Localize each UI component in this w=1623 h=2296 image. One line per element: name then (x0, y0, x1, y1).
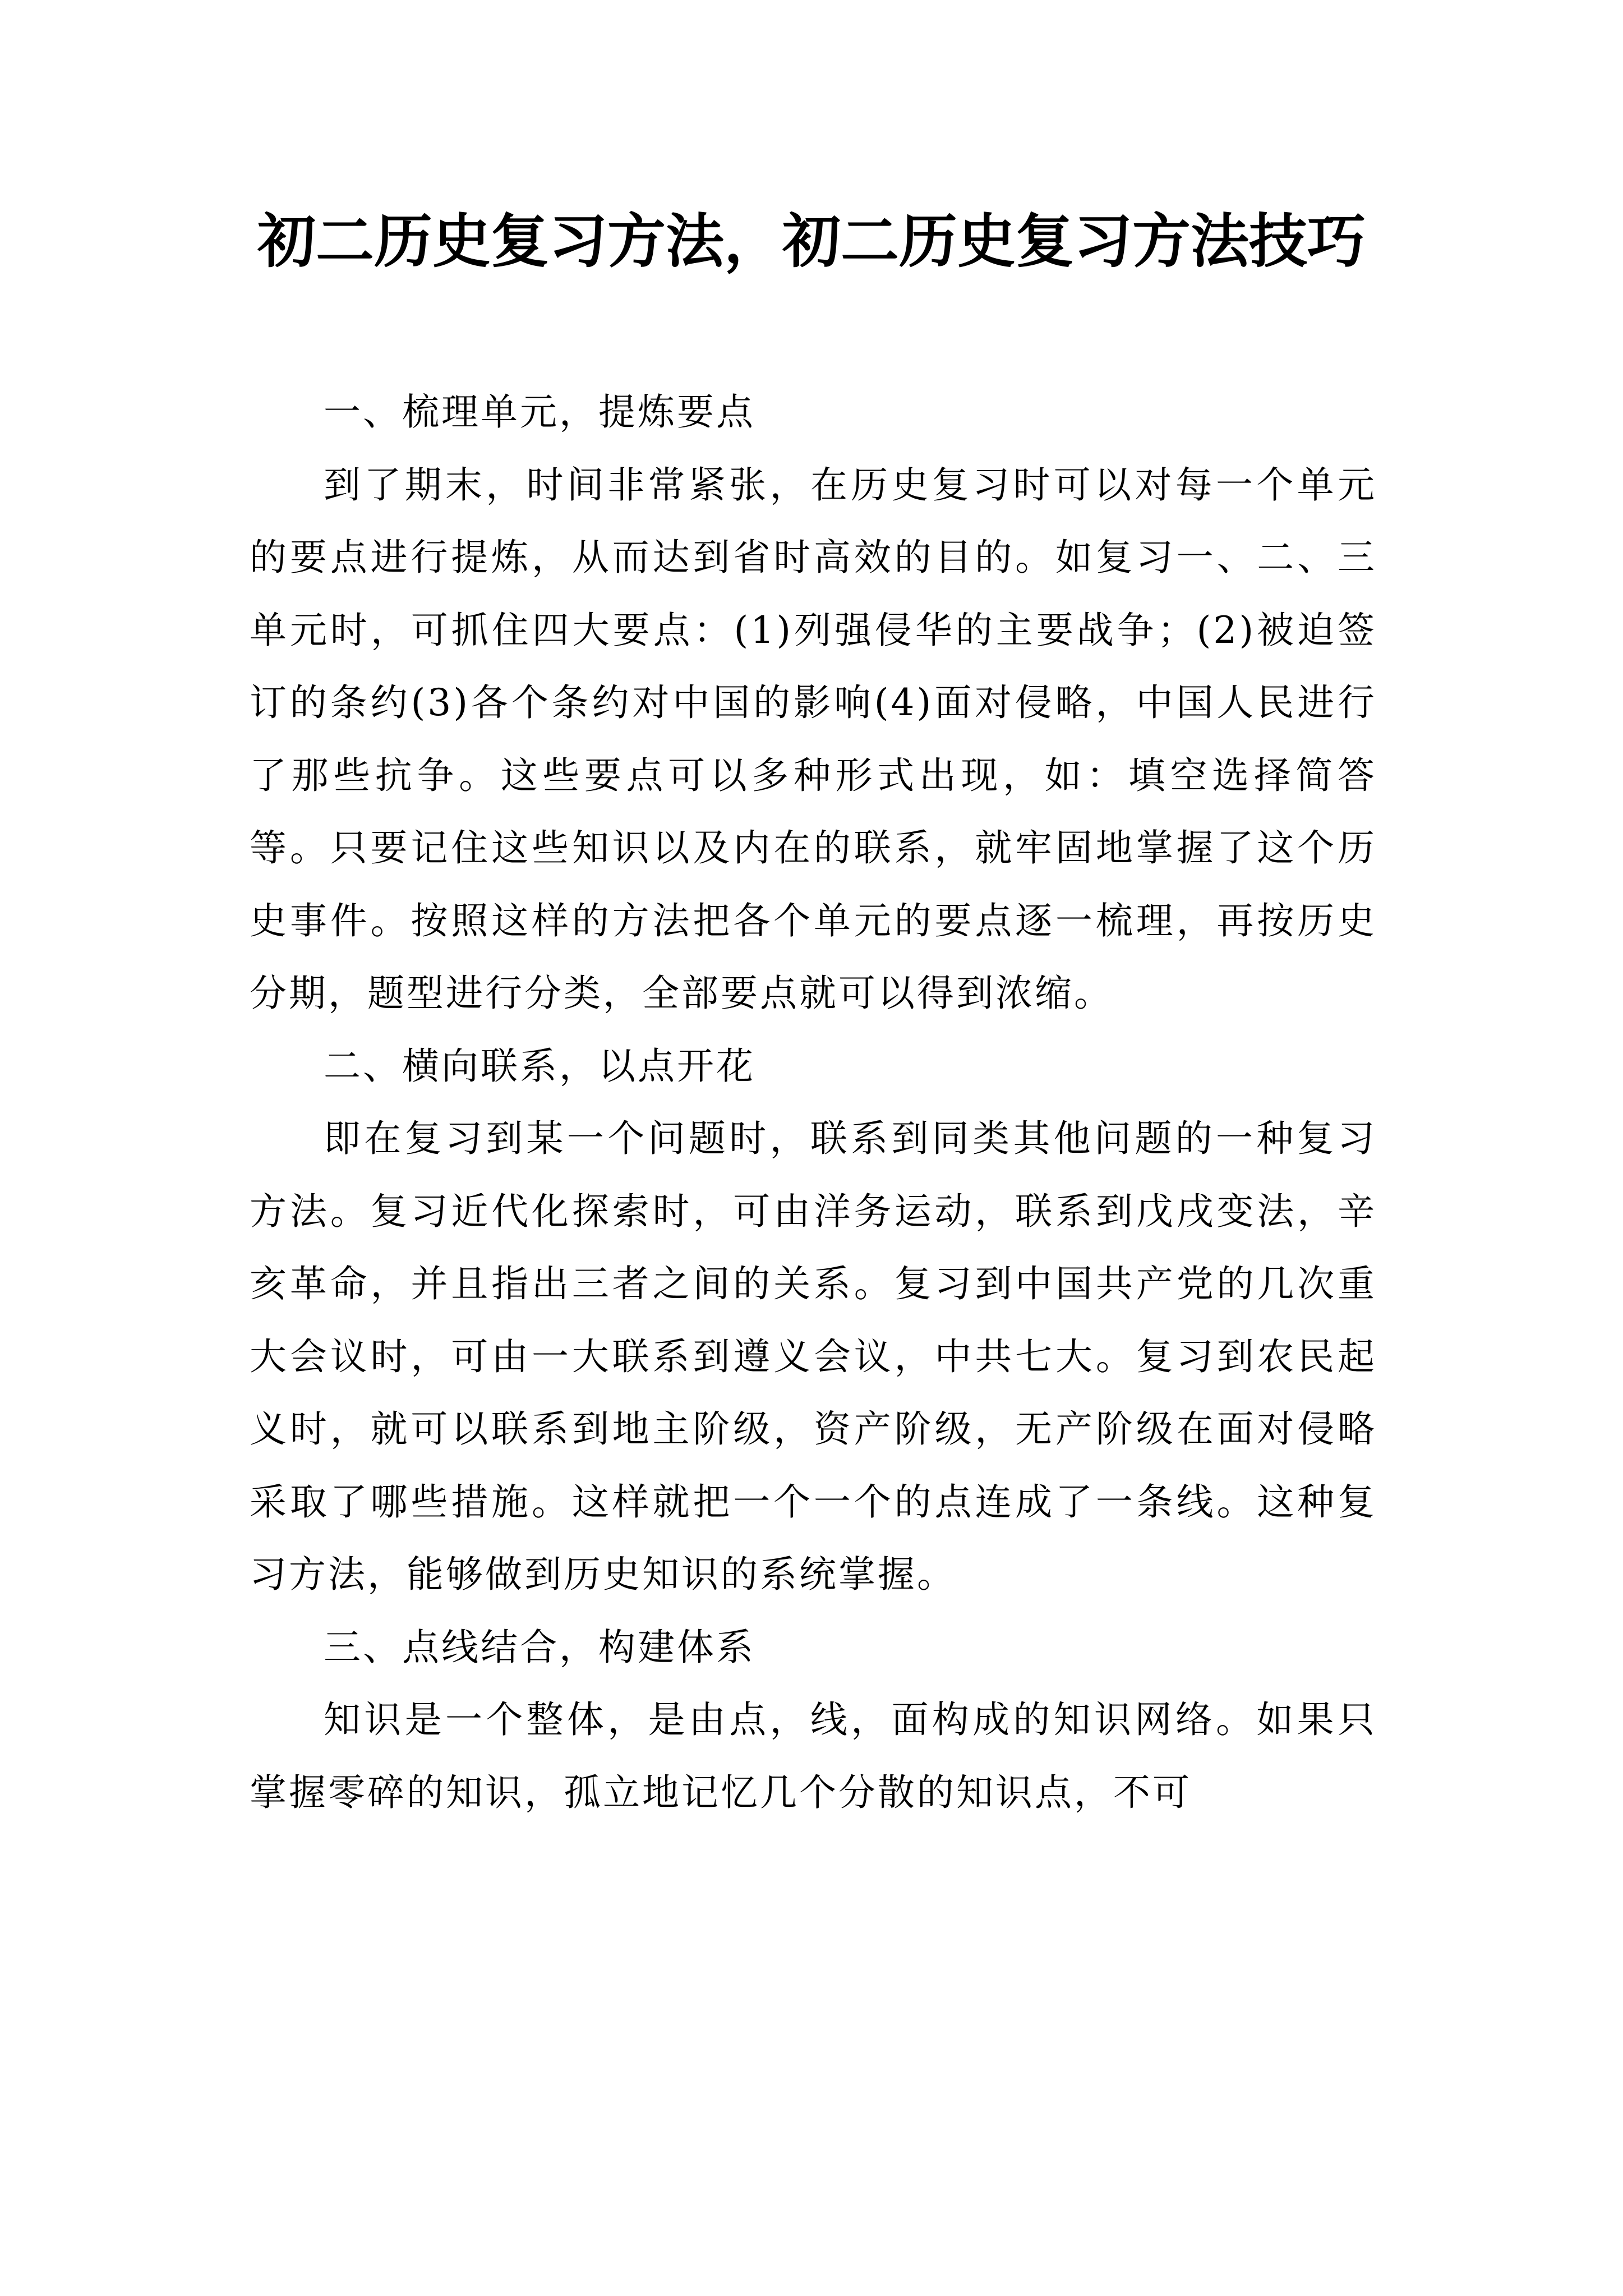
section-heading-1: 一、梳理单元，提炼要点 (324, 390, 755, 434)
section-heading-3: 三、点线结合，构建体系 (324, 1625, 755, 1669)
section-paragraph-1: 到了期末，时间非常紧张，在历史复习时可以对每一个单元的要点进行提炼，从而达到省时高效的目的。如复习一、二、三单元时，可抓住四大要点：(1)列强侵华的主要战争；(2)被迫签订的条约(3)各个条约对中国的影响(4)面对侵略，中国人民进行了那些抗争。这些要点可以多种形式出现，如：填空选择简答等。只要记住这些知识以及内在的联系，就牢固地掌握了这个历史事件。按照这样的方法把各个单元的要点逐一梳理，再按历史分期，题型进行分类，全部要点就可以得到浓缩。 (250, 463, 1377, 1015)
document-body (250, 376, 1377, 1829)
document-title: 初二历史复习方法，初二历史复习方法技巧 (257, 206, 1366, 275)
section-paragraph-3: 知识是一个整体，是由点，线，面构成的知识网络。如果只掌握零碎的知识，孤立地记忆几个分散的知识点，不可 (250, 1698, 1377, 1814)
section-paragraph-2: 即在复习到某一个问题时，联系到同类其他问题的一种复习方法。复习近代化探索时，可由洋务运动，联系到戊戌变法，辛亥革命，并且指出三者之间的关系。复习到中国共产党的几次重大会议时，可由一大联系到遵义会议，中共七大。复习到农民起义时，就可以联系到地主阶级，资产阶级，无产阶级在面对侵略采取了哪些措施。这样就把一个一个的点连成了一条线。这种复习方法，能够做到历史知识的系统掌握。 (250, 1117, 1377, 1596)
section-heading-2: 二、横向联系，以点开花 (324, 1044, 755, 1088)
